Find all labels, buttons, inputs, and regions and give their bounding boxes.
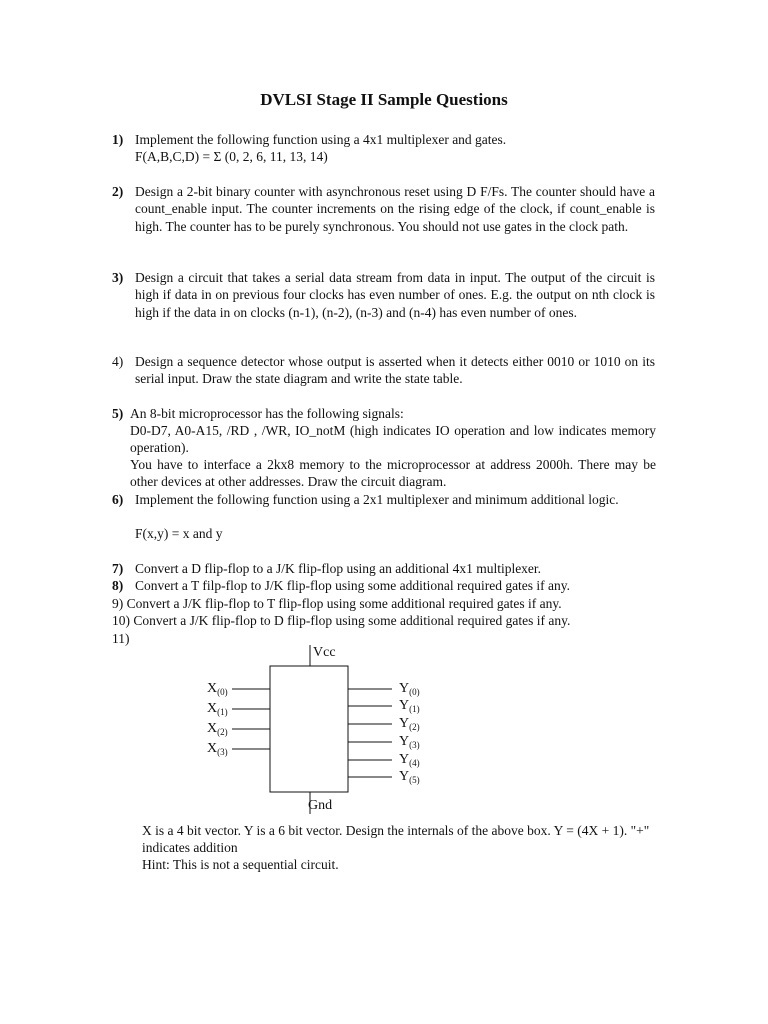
question-4-number: 4) — [112, 354, 124, 369]
input-label-3: $X_{(3)}$ — [207, 741, 228, 757]
question-5-task: You have to interface a 2kx8 memory to the microprocessor at address 2000h. There may be other devices at other addresses. Draw the circuit diagram. — [130, 457, 656, 490]
question-8-number: 8) — [112, 578, 124, 593]
question-1-text: Implement the following function using a 4x1 multiplexer and gates. — [135, 132, 507, 147]
question-1-number: 1) — [112, 132, 124, 147]
page-title: DVLSI Stage II Sample Questions — [260, 90, 508, 109]
question-11-text: X is a 4 bit vector. Y is a 6 bit vector. Design the internals of the above box. Y = (4X + 1). "+" indicates addition — [142, 823, 650, 856]
question-7-text: Convert a D flip-flop to a J/K flip-flop using an additional 4x1 multiplexer. — [135, 561, 542, 576]
question-3-number: 3) — [112, 270, 124, 285]
black-box — [270, 666, 348, 792]
question-7-number: 7) — [112, 561, 124, 576]
output-label-2: $Y_{(2)}$ — [399, 716, 420, 732]
question-6-text: Implement the following function using a 2x1 multiplexer and minimum additional logic. — [135, 492, 619, 507]
question-1-function: F(A,B,C,D) = Σ (0, 2, 6, 11, 13, 14) — [135, 149, 328, 164]
question-5-intro: An 8-bit microprocessor has the following signals: — [130, 406, 404, 421]
output-label-3: $Y_{(3)}$ — [399, 734, 420, 750]
question-5-number: 5) — [112, 406, 124, 421]
question-5-signals: D0-D7, A0-A15, /RD , /WR, IO_notM (high indicates IO operation and low indicates memory operation). — [130, 423, 656, 456]
input-label-2: $X_{(2)}$ — [207, 721, 228, 737]
question-10-text: 10) Convert a J/K flip-flop to D flip-flop using some additional required gates if any. — [112, 613, 571, 628]
question-2-text: Design a 2-bit binary counter with asynchronous reset using D F/Fs. The counter should have a count_enable input. The counter increments on the rising edge of the clock, if count_enable is high. The counter has to be purely synchronous. You should not use gates in the clock path. — [135, 184, 655, 234]
question-11-hint: Hint: This is not a sequential circuit. — [142, 857, 339, 872]
output-label-5: $Y_{(5)}$ — [399, 769, 420, 785]
output-label-0: $Y_{(0)}$ — [399, 681, 420, 697]
input-label-0: $X_{(0)}$ — [207, 681, 228, 697]
question-6-number: 6) — [112, 492, 124, 507]
output-label-4: $Y_{(4)}$ — [399, 752, 420, 768]
question-11-number: 11) — [112, 631, 130, 646]
question-6-function: F(x,y) = x and y — [135, 526, 223, 541]
question-3-text: Design a circuit that takes a serial data stream from data in input. The output of the circuit is high if data in on previous four clocks has even number of ones. E.g. the output on nth clock is high if the data in on clocks (n-1), (n-2), (n-3) and (n-4) has even number of ones. — [135, 270, 655, 320]
question-4-text: Design a sequence detector whose output is asserted when it detects either 0010 or 1010 on its serial input. Draw the state diagram and write the state table. — [135, 354, 655, 387]
input-label-1: $X_{(1)}$ — [207, 701, 228, 717]
question-8-text: Convert a T filp-flop to J/K flip-flop using some additional required gates if any. — [135, 578, 571, 593]
question-2-number: 2) — [112, 184, 124, 199]
output-label-1: $Y_{(1)}$ — [399, 698, 420, 714]
question-9-text: 9) Convert a J/K flip-flop to T flip-flop using some additional required gates if any. — [112, 596, 562, 611]
vcc-label: Vcc — [313, 645, 336, 660]
gnd-label: Gnd — [308, 798, 333, 813]
